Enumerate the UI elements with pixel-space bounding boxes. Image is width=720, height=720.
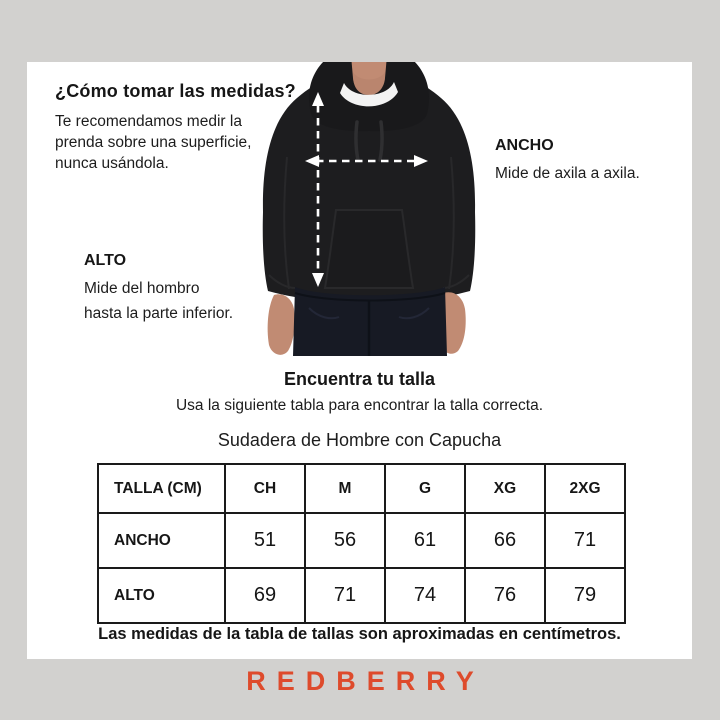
find-size-subheading: Usa la siguiente tabla para encontrar la talla correcta.	[175, 397, 544, 414]
size-value: 71	[305, 568, 385, 623]
alto-callout-label: ALTO	[84, 252, 127, 269]
size-value: 66	[465, 513, 545, 568]
ancho-callout	[495, 137, 640, 186]
size-value: 71	[545, 513, 625, 568]
size-value: 61	[385, 513, 465, 568]
drawstring	[380, 122, 382, 160]
kangaroo-pocket	[325, 210, 413, 288]
alto-callout	[84, 252, 233, 326]
size-guide-card	[27, 62, 692, 659]
size-value: 79	[545, 568, 625, 623]
column-header: 2XG	[545, 464, 625, 513]
text-line: Te recomendamos medir la	[55, 113, 242, 130]
brand-logo: REDBERRY	[246, 666, 485, 696]
row-label: ALTO	[98, 568, 225, 623]
column-header: XG	[465, 464, 545, 513]
drawstring	[356, 122, 358, 160]
text-line: prenda sobre una superficie,	[55, 134, 252, 151]
ancho-callout-text: Mide de axila a axila.	[495, 165, 640, 182]
size-note: Las medidas de la tabla de tallas son aproximadas en centímetros.	[98, 625, 621, 643]
measure-instructions-heading: ¿Cómo tomar las medidas?	[55, 81, 296, 101]
column-header: G	[385, 464, 465, 513]
hand	[268, 294, 295, 355]
alto-callout-text: hasta la parte inferior.	[84, 305, 234, 322]
text-line: nunca usándola.	[55, 155, 169, 172]
size-table-header-row	[98, 464, 625, 513]
size-value: 74	[385, 568, 465, 623]
size-value: 56	[305, 513, 385, 568]
size-table-title: Sudadera de Hombre con Capucha	[217, 430, 502, 450]
find-size-heading: Encuentra tu talla	[283, 369, 436, 389]
column-header: M	[305, 464, 385, 513]
table-row-alto	[98, 568, 625, 623]
column-header: TALLA (CM)	[98, 464, 225, 513]
size-table	[97, 463, 626, 624]
table-row-ancho	[98, 513, 625, 568]
alto-callout-text: Mide del hombro	[84, 280, 200, 297]
hoodie-photo	[247, 62, 497, 362]
size-value: 76	[465, 568, 545, 623]
measure-instructions-text	[55, 111, 251, 174]
size-value: 51	[225, 513, 305, 568]
column-header: CH	[225, 464, 305, 513]
ancho-callout-label: ANCHO	[495, 137, 554, 154]
size-value: 69	[225, 568, 305, 623]
row-label: ANCHO	[98, 513, 225, 568]
